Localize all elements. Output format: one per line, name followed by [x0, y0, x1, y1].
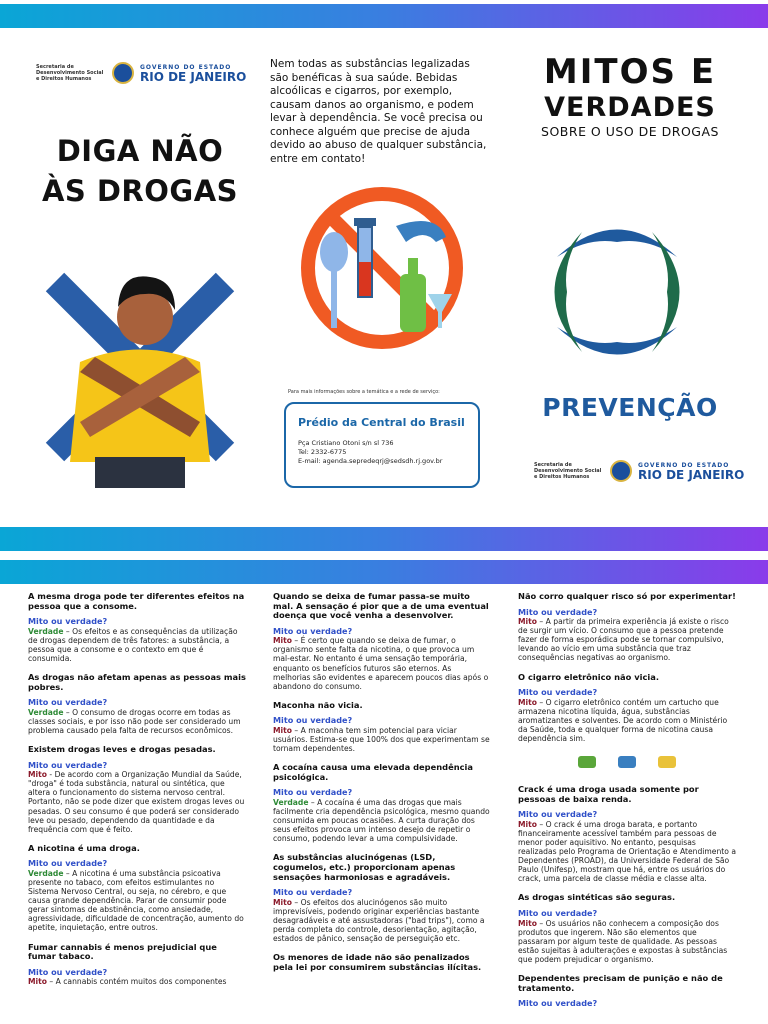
governo-label-bottom: GOVERNO DO ESTADO: [638, 461, 730, 469]
intro-paragraph: Nem todas as substâncias legalizadas são benéficas à sua saúde. Bebidas alcoólicas e cigarros, por exemplo, causam danos ao organismo, e podem levar à dependência. Se você precisa ou conhece alguém que precise de ajuda devido ao abuso de qualquer substância, entre em contato!: [270, 58, 487, 165]
myth-heading: As substâncias alucinógenas (LSD, cogumelos, etc.) proporcionam apenas sensações harmoniosas e agradáveis.: [273, 852, 456, 882]
mito-ou-verdade-label: Mito ou verdade?: [28, 966, 108, 977]
answer-text: – É certo que quando se deixa de fumar, o organismo sente falta da nicotina, o que provoca um mal-estar. No entanto é uma sensação temporária, enquanto os benefícios futuros são eternos. As melhorias são evidentes e aparecem poucos dias após o abandono do consumo.: [273, 636, 489, 691]
answer-text: – O crack é uma droga barata, e portanto financeiramente acessível também para pessoas de menor poder aquisitivo. No entanto, pesquisas realizadas pelo Programa de Orientação e Atendimento a Dependentes (PROAD), da Universidade Federal de São Paulo (Unifesp), mostram que há, entre os usuários do crack, uma parcela de classe média e classe alta.: [518, 819, 736, 884]
secretaria-label: Secretaria de Desenvolvimento Social e Direitos Humanos: [36, 64, 104, 82]
answer-text: – A nicotina é uma substância psicoativa presente no tabaco, com efeitos estimulantes no Sistema Nervoso Central, ou seja, no cérebro, e que causa grande dependência. Parar de consumir pode gerar sintomas de abstinência, como ansiedade, agressividade, dificuldade de concentração, aumento do apetite, inquietação, entre outros.: [28, 868, 244, 933]
state-seal-icon: [112, 62, 134, 84]
spoon-icon: [320, 232, 348, 272]
myth-heading: Quando se deixa de fumar passa-se muito mal. A sensação é pior que a de uma eventual doença que você venha a desenvolver.: [273, 591, 489, 621]
answer-text: – O cigarro eletrônico contém um cartucho que armazena nicotina líquida, água, substâncias aromatizantes e solventes. De acordo com o Ministério da Saúde, toda e qualquer forma de nicotina causa dependência sim.: [518, 697, 728, 744]
mito-label: Mito: [273, 636, 293, 646]
mito-label: Mito: [518, 918, 538, 928]
person-crossed-arms-illustration: [40, 262, 240, 488]
cannabis-leaf-icon: [576, 753, 598, 771]
mito-ou-verdade-label: Mito ou verdade?: [518, 809, 598, 820]
estado-label-bottom: RIO DE JANEIRO: [638, 467, 745, 482]
myth-answer: [518, 919, 736, 964]
myth-heading: As drogas sintéticas são seguras.: [518, 892, 676, 903]
pills-pack-icon: [656, 753, 678, 771]
myth-answer: [518, 698, 736, 743]
no-drugs-sign-illustration: [296, 182, 468, 354]
myth-heading: Maconha não vicia.: [273, 699, 363, 710]
myth-answer: [273, 636, 491, 691]
mito-ou-verdade-label: Mito ou verdade?: [273, 625, 353, 636]
verdade-label: Verdade: [28, 707, 64, 717]
answer-text: – Os efeitos e as consequências da utilização de drogas dependem de três fatores: a substância, a pessoa que a consome e o contexto em que é consumida.: [28, 626, 238, 663]
mitos-verdades-title: [530, 52, 730, 140]
info-phone: Tel: 2332-6775: [298, 448, 347, 456]
mito-ou-verdade-label: Mito ou verdade?: [273, 887, 353, 898]
mito-label: Mito: [28, 977, 48, 987]
myth-answer: [518, 820, 736, 884]
info-email: E-mail: agenda.sepredeqrj@sedsdh.rj.gov.br: [298, 457, 443, 465]
myth-heading: Existem drogas leves e drogas pesadas.: [28, 744, 216, 755]
governo-label: GOVERNO DO ESTADO: [140, 63, 232, 71]
info-note: Para mais informações sobre a temática e a rede de serviço:: [288, 389, 440, 395]
pants: [95, 457, 185, 488]
mito-label: Mito: [28, 770, 48, 780]
verdade-label: Verdade: [28, 626, 64, 636]
answer-text: – A cocaína é uma das drogas que mais facilmente cria dependência psicológica, mesmo quando consumida em poucas ocasiões. A curta duração dos seus efeitos provoca um intenso desejo de repetir o consumo, podendo levar a uma compulsividade.: [273, 797, 490, 844]
mito-ou-verdade-label: Mito ou verdade?: [518, 606, 598, 617]
bottle-neck: [408, 258, 418, 276]
mito-ou-verdade-label: Mito ou verdade?: [273, 715, 353, 726]
gov-logo-top: [36, 62, 246, 84]
middle-gradient-bar-1: [0, 527, 768, 551]
diga-nao-line2: ÀS DROGAS: [41, 174, 239, 208]
verdades-title: VERDADES: [544, 92, 716, 123]
estado-label: RIO DE JANEIRO: [140, 69, 247, 84]
myth-heading: Fumar cannabis é menos prejudicial que fumar tabaco.: [28, 941, 217, 962]
answer-text: - De acordo com a Organização Mundial da Saúde, "droga" é toda substância, natural ou sintética, que altera o funcionamento do sistema nervoso central. Portanto, não se pode dizer que existem drogas leves ou pesadas. O seu consumo é que poderá ser considerado leve ou pesado, dependendo da quantidade e da frequência com que é feito.: [28, 770, 245, 834]
myth-heading: Os menores de idade não são penalizados pela lei por consumirem substâncias ilícitas.: [273, 952, 482, 972]
contact-info-box: [284, 402, 480, 488]
diga-nao-line1: DIGA NÃO: [56, 134, 224, 168]
prevention-hands-logo: [537, 212, 697, 372]
myth-heading: A nicotina é uma droga.: [28, 842, 140, 853]
answer-text: – A partir da primeira experiência já existe o risco de surgir um vício. O consumo que a pessoa pretende fazer de forma esporádica pode se tornar compulsivo, levando ao vício em uma substância que traz consequências negativas ao organismo.: [518, 617, 729, 663]
answer-text: – O consumo de drogas ocorre em todas as classes sociais, e por isso não pode ser considerado um problema causado pela falta de recursos econômicos.: [28, 707, 241, 735]
mito-label: Mito: [518, 697, 538, 707]
answer-text: – Os efeitos dos alucinógenos são muito imprevisíveis, podendo originar experiências bastante desagradáveis e até assustadoras ("bad trips"), como a perda completa do controle, desorientação, agitação, estados de pânico, sensação de perseguição etc.: [273, 897, 485, 944]
myth-heading: A mesma droga pode ter diferentes efeitos na pessoa que a consome.: [28, 591, 245, 611]
mito-ou-verdade-label: Mito ou verdade?: [518, 908, 598, 919]
verdade-label: Verdade: [273, 797, 309, 807]
mito-ou-verdade-label: Mito ou verdade?: [28, 697, 108, 708]
mito-ou-verdade-label: Mito ou verdade?: [28, 858, 108, 869]
subtitle: SOBRE O USO DE DROGAS: [541, 124, 719, 139]
myth-heading: A cocaína causa uma elevada dependência psicológica.: [273, 762, 473, 782]
myth-answer: [28, 869, 246, 933]
mito-ou-verdade-label: Mito ou verdade?: [518, 998, 598, 1009]
myth-answer: [28, 977, 246, 986]
mito-label: Mito: [273, 725, 293, 735]
myth-heading: O cigarro eletrônico não vicia.: [518, 671, 659, 682]
mito-ou-verdade-label: Mito ou verdade?: [28, 759, 108, 770]
spoon-handle: [331, 270, 337, 328]
myth-heading: Crack é uma droga usada somente por pessoas de baixa renda.: [518, 784, 699, 804]
myth-answer: [28, 708, 246, 735]
myth-answer: [273, 726, 491, 753]
secretaria-label-bottom: Secretaria de Desenvolvimento Social e Direitos Humanos: [534, 462, 602, 480]
syringe-fill: [359, 262, 371, 296]
syringe-plunger: [354, 218, 376, 226]
mito-label: Mito: [518, 617, 538, 627]
mito-label: Mito: [273, 897, 293, 907]
myth-answer: [28, 770, 246, 834]
info-box-title: Prédio da Central do Brasil: [298, 416, 465, 429]
prevencao-title: PREVENÇÃO: [542, 393, 718, 422]
answer-text: – A maconha tem sim potencial para viciar usuários. Estima-se que 100% dos que experimentam se tornam dependentes.: [273, 725, 490, 754]
answer-text: – A cannabis contém muitos dos componentes: [47, 977, 227, 987]
drug-icons-row: [518, 753, 736, 771]
myth-answer: [518, 617, 736, 662]
myth-heading: Dependentes precisam de punição e não de tratamento.: [518, 973, 723, 993]
info-address: Pça Cristiano Otoni s/n sl 736: [298, 439, 394, 447]
hand-left: [555, 232, 583, 352]
content-column-2: [273, 592, 491, 978]
mito-label: Mito: [518, 819, 538, 829]
content-column-3: [518, 592, 736, 1009]
answer-text: – Os usuários não conhecem a composição dos produtos que ingerem. Não são elementos que passaram por algum teste de qualidade. As pessoas estão sujeitas à adulterações e expostas à substâncias que podem prejudicar o organismo.: [518, 918, 728, 964]
myth-answer: [28, 627, 246, 663]
myth-heading: As drogas não afetam apenas as pessoas mais pobres.: [28, 672, 246, 692]
powder-bag-icon: [616, 753, 638, 771]
myth-answer: [273, 798, 491, 843]
verdade-label: Verdade: [28, 868, 64, 878]
hand-right: [652, 232, 680, 352]
mito-ou-verdade-label: Mito ou verdade?: [28, 616, 108, 627]
bottle-icon: [400, 274, 426, 332]
mito-ou-verdade-label: Mito ou verdade?: [518, 687, 598, 698]
middle-gradient-bar-2: [0, 560, 768, 584]
mitos-title: MITOS E: [543, 52, 717, 92]
top-gradient-bar: [0, 4, 768, 28]
content-column-1: [28, 592, 246, 996]
gov-logo-bottom: [534, 460, 744, 482]
mito-ou-verdade-label: Mito ou verdade?: [273, 787, 353, 798]
myth-heading: Não corro qualquer risco só por experimentar!: [518, 591, 736, 601]
state-seal-icon-bottom: [610, 460, 632, 482]
myth-answer: [273, 898, 491, 943]
